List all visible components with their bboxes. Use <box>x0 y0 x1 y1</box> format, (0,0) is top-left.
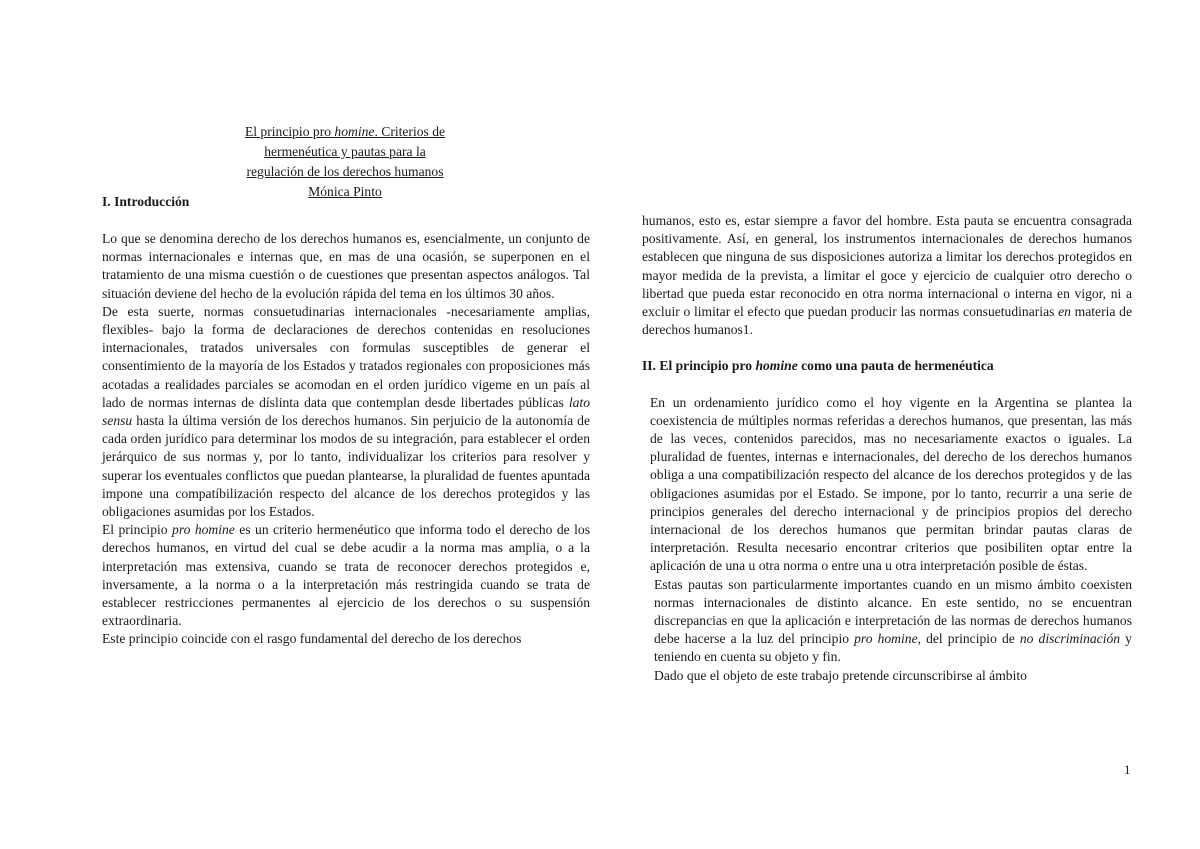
text: II. El principio pro <box>642 358 756 374</box>
text: El principio <box>102 522 173 538</box>
paragraph: Dado que el objeto de este trabajo pretende circunscribirse al ámbito <box>654 667 1027 683</box>
document-title <box>220 122 470 202</box>
section-heading-principle <box>642 357 1132 375</box>
title-text: . Criterios de <box>374 124 446 139</box>
emphasis: no discriminación <box>1019 631 1121 647</box>
paragraph <box>642 576 1132 667</box>
paragraph <box>642 212 1132 339</box>
emphasis: lato sensu <box>102 394 590 429</box>
section-heading-introduction: I. Introducción <box>102 194 190 209</box>
paragraph <box>102 521 590 630</box>
paragraph <box>102 303 590 521</box>
text: es un criterio hermenéutico que informa todo el derecho de los derechos humanos, en virtud del cual se debe acudir a la norma mas amplia, o a la interpretación mas extensiva, cuando se trata de reconocer derechos protegidos e, inversamente, a la norma o a la interpretación más restringida cuando se trata de establecer restricciones permanentes al ejercicio de los derechos o su suspensión extraordinaria. <box>102 522 590 629</box>
title-line-1 <box>245 124 445 139</box>
emphasis: pro homine, <box>854 631 922 647</box>
text: humanos, esto es, estar siempre a favor del hombre. Esta pauta se encuentra consagrada positivamente. Así, en general, los instrumentos internacionales de derechos humanos establecen que ninguna de sus disposiciones autoriza a limitar los derechos protegidos en mayor medida de la prevista, a limitar el goce y ejercicio de cualquier otro derecho o libertad que pueda estar reconocido en otra norma internacional o interna en vigor, ni a excluir o limitar el efecto que puedan producir las normas consuetudinarias <box>642 213 1132 320</box>
text: materia de derechos humanos1. <box>642 304 1132 338</box>
paragraph: En un ordenamiento jurídico como el hoy vigente en la Argentina se plantea la coexistencia de múltiples normas referidas a derechos humanos, que presentan, las más de las veces, contenidos parecidos, mas no necesariamente exactos o iguales. La pluralidad de fuentes, internas e internacionales, del derecho de los derechos humanos obliga a una compatibilización respecto del alcance de los derechos protegidos y de las obligaciones asumidas por el Estado. Se impone, por lo tanto, recurrir a una serie de principios generales del derecho internacional y de principios propios del derecho internacional de los derechos humanos que permitan brindar pautas claras de interpretación. Resulta necesario encontrar criterios que posibiliten optar entre la aplicación de una u otra norma o entre una u otra interpretación posible de éstas. <box>650 394 1132 574</box>
paragraph: Este principio coincide con el rasgo fundamental del derecho de los derechos <box>102 631 522 647</box>
title-line-2: hermenéutica y pautas para la <box>264 144 426 159</box>
text: y teniendo en cuenta su objeto y fin. <box>654 631 1132 665</box>
title-emphasis: homine <box>334 124 375 139</box>
emphasis: en <box>1058 304 1071 320</box>
right-column <box>642 212 1132 685</box>
title-text: El principio pro <box>244 124 335 139</box>
text: como una pauta de hermenéutica <box>797 358 994 374</box>
paragraph: Lo que se denomina derecho de los derechos humanos es, esencialmente, un conjunto de normas internacionales e internas que, en mas de una ocasión, se superponen en el tratamiento de una misma cuestión o de cuestiones que presentan aspectos análogos. Tal situación deviene del hecho de la evolución rápida del tema en los últimos 30 años. <box>102 231 590 301</box>
title-line-3: regulación de los derechos humanos <box>246 164 444 179</box>
author-name: Mónica Pinto <box>308 184 382 199</box>
text: Estas pautas son particularmente importantes cuando en un mismo ámbito coexisten normas internacionales de distinto alcance. En este sentido, no se encuentran discrepancias en que la aplicación e interpretación de las normas de derechos humanos debe hacerse a la luz del principio <box>654 576 1132 647</box>
text: hasta la última versión de los derechos humanos. Sin perjuicio de la autonomía de cada orden jurídico para determinar los modos de su integración, para establecer el orden jerárquico de sus normas y, por lo tanto, individualizar los criterios para resolver y superar los eventuales conflictos que puedan plantearse, la pluralidad de fuentes apuntada impone una compatíbilización respecto del alcance de los derechos protegidos y las obligaciones asumidas por los Estados. <box>102 413 590 520</box>
left-column <box>102 230 590 649</box>
text: De esta suerte, normas consuetudinarias internacionales -necesariamente amplias, flexibles- bajo la forma de declaraciones de derechos contenidas en resoluciones internacionales, tratados universales con formulas susceptibles de generar el consentimiento de la mayoría de los Estados y tratados regionales con proposiciones más acotadas a realidades parciales se acomodan en el orden jurídico vigeme en un país al lado de normas internas de díslinta data que contemplan desde libertades públicas <box>102 303 590 410</box>
text: del principio de <box>921 631 1020 647</box>
page-number: 1 <box>1124 762 1131 777</box>
emphasis: pro homine <box>172 522 235 538</box>
emphasis: homine <box>755 358 798 374</box>
